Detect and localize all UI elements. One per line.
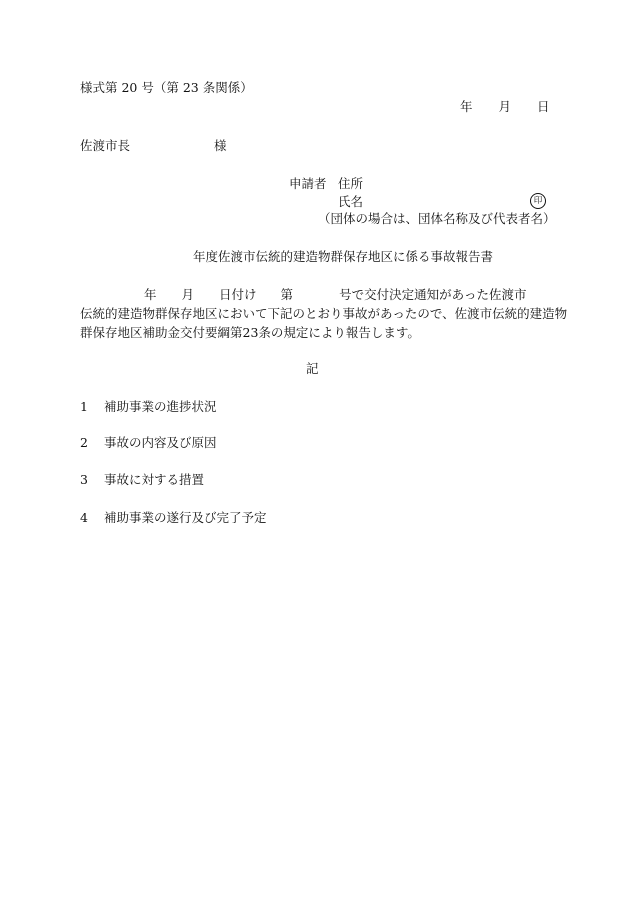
ki-heading: 記 <box>306 361 319 376</box>
list-item <box>80 510 267 526</box>
list-item <box>80 399 217 415</box>
body-paragraph <box>80 285 568 342</box>
date-month: 月 <box>498 99 512 114</box>
form-number: 様式第 20 号（第 23 条関係） <box>80 80 253 95</box>
applicant-address-label: 住所 <box>338 176 364 191</box>
date-line <box>460 99 550 115</box>
addressee-honorific: 様 <box>214 138 227 153</box>
applicant-label: 申請者 <box>289 176 327 191</box>
list-item <box>80 472 204 488</box>
addressee <box>80 138 227 154</box>
item-number: 4 <box>80 510 88 525</box>
seal-mark: 印 <box>530 193 546 209</box>
report-title: 年度佐渡市伝統的建造物群保存地区に係る事故報告書 <box>193 249 494 264</box>
body-year: 年 <box>144 287 157 302</box>
body-dated: 日付け <box>219 287 257 302</box>
group-note: （団体の場合は、団体名称及び代表者名） <box>318 211 556 226</box>
item-label: 事故の内容及び原因 <box>104 435 217 450</box>
addressee-name: 佐渡市長 <box>80 138 131 153</box>
body-month: 月 <box>181 287 195 302</box>
body-line-3: 群保存地区補助金交付要綱第23条の規定により報告します。 <box>80 325 420 340</box>
body-line-2: 伝統的建造物群保存地区において下記のとおり事故があったので、佐渡市伝統的建造物 <box>80 306 568 321</box>
date-year: 年 <box>460 99 473 114</box>
item-number: 2 <box>80 435 88 450</box>
item-label: 補助事業の遂行及び完了予定 <box>104 510 267 525</box>
list-item <box>80 435 217 451</box>
body-line-1 <box>80 285 550 304</box>
body-line-1-rest: 号で交付決定通知があった佐渡市 <box>339 287 527 302</box>
item-label: 事故に対する措置 <box>104 472 205 487</box>
applicant-name-label: 氏名 <box>338 194 364 209</box>
date-day: 日 <box>537 99 550 114</box>
body-number-prefix: 第 <box>280 287 294 302</box>
item-number: 1 <box>80 399 88 414</box>
item-label: 補助事業の進捗状況 <box>104 399 217 414</box>
item-number: 3 <box>80 472 88 487</box>
